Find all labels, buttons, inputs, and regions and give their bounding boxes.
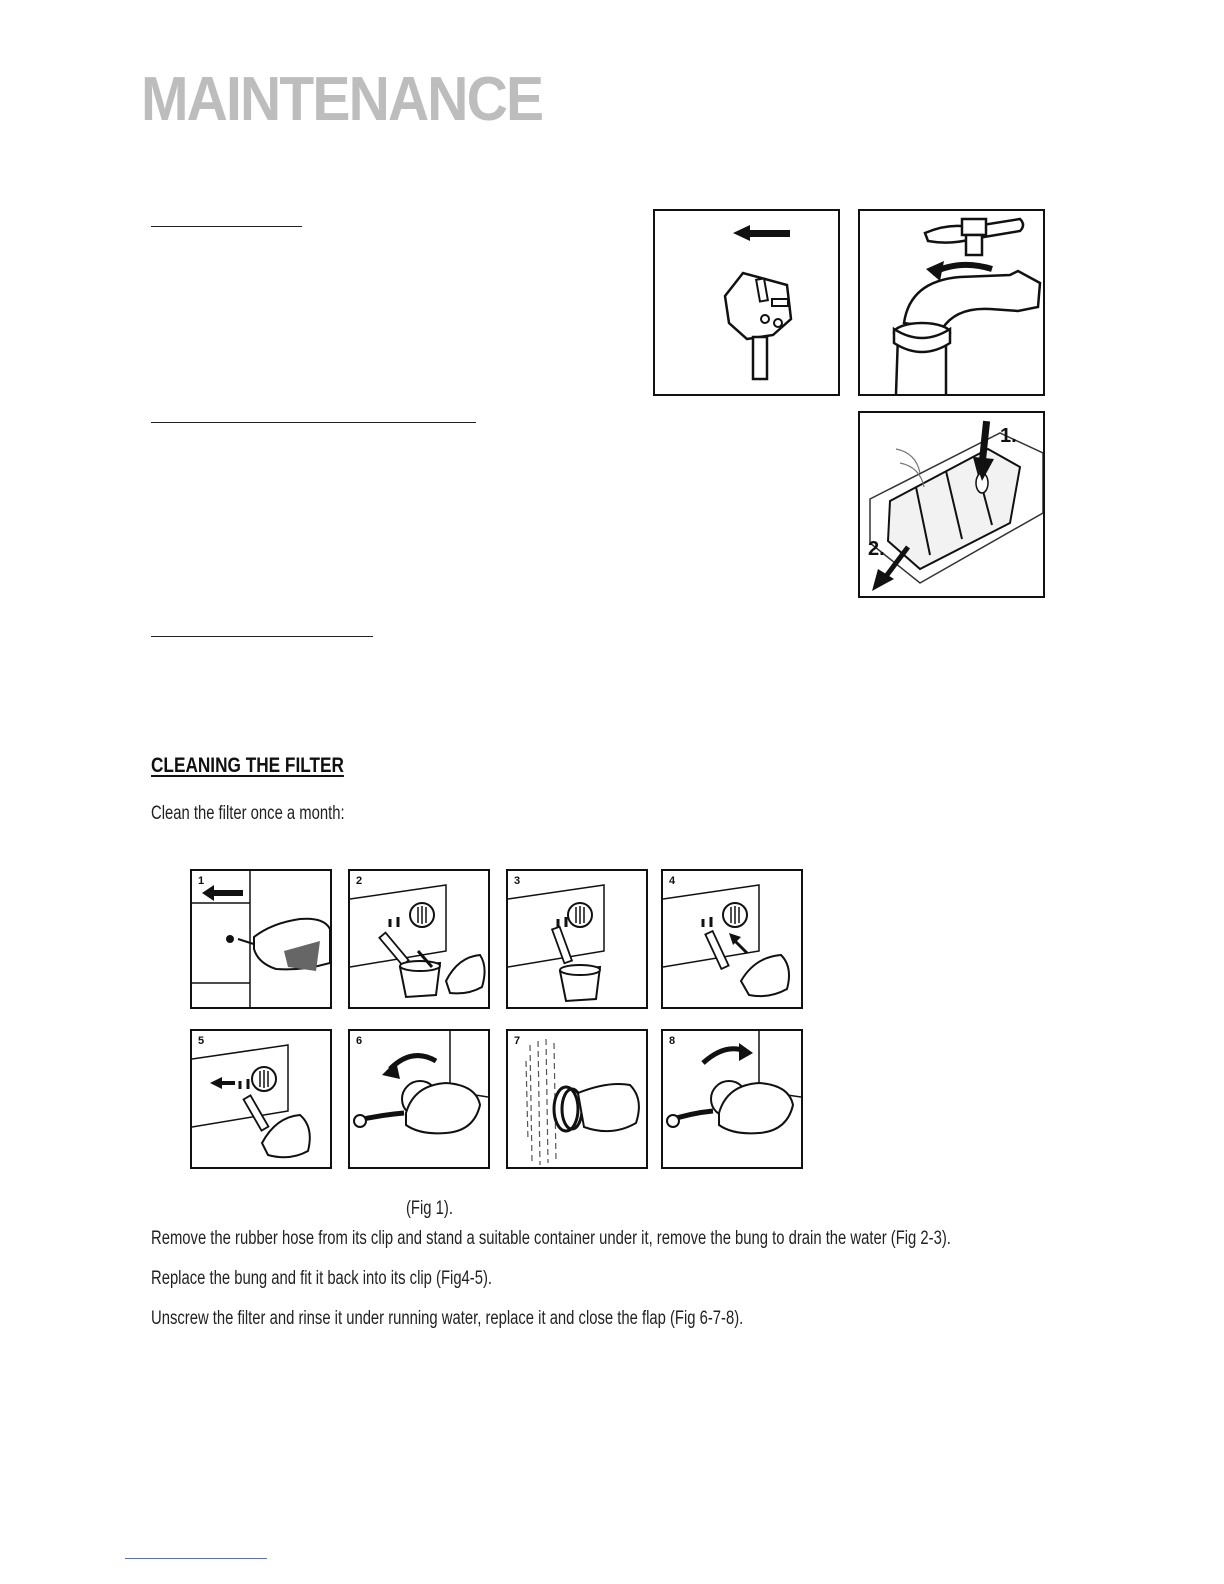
drawer-label-2: 2. bbox=[868, 538, 885, 560]
step-unscrew-filter: Unscrew the filter and rinse it under running water, replace it and close the flap (Fig 6-7-8). bbox=[151, 1308, 744, 1329]
cleaning-intro: Clean the filter once a month: bbox=[151, 803, 345, 824]
filter-figure-7 bbox=[506, 1029, 648, 1169]
page-title: MAINTENANCE bbox=[141, 65, 543, 134]
filter-figure-1 bbox=[190, 869, 332, 1009]
filter-figure-8 bbox=[661, 1029, 803, 1169]
tap-illustration bbox=[860, 211, 1043, 394]
drawer-illustration bbox=[860, 413, 1043, 596]
unplug-figure bbox=[653, 209, 840, 396]
figure-number: 7 bbox=[514, 1035, 521, 1047]
section-rule-3 bbox=[151, 636, 373, 637]
cleaning-filter-heading: CLEANING THE FILTER bbox=[151, 754, 344, 777]
section-rule-2 bbox=[151, 422, 476, 423]
step-replace-bung: Replace the bung and fit it back into its clip (Fig4-5). bbox=[151, 1268, 493, 1289]
figure-number: 2 bbox=[356, 875, 363, 887]
figure-number: 4 bbox=[669, 875, 676, 887]
filter-figure-2 bbox=[348, 869, 490, 1009]
filter-figure-4 bbox=[661, 869, 803, 1009]
filter-figure-5 bbox=[190, 1029, 332, 1169]
figure-number: 3 bbox=[514, 875, 521, 887]
figure-number: 6 bbox=[356, 1035, 363, 1047]
plug-illustration bbox=[655, 211, 838, 394]
figure-number: 8 bbox=[669, 1035, 676, 1047]
filter-figure-3 bbox=[506, 869, 648, 1009]
water-tap-figure bbox=[858, 209, 1045, 396]
detergent-drawer-figure bbox=[858, 411, 1045, 598]
footer-rule bbox=[125, 1558, 267, 1559]
figure-number: 5 bbox=[198, 1035, 205, 1047]
filter-figure-6 bbox=[348, 1029, 490, 1169]
step-drain: Remove the rubber hose from its clip and stand a suitable container under it, remove the bung to drain the water (Fig 2-3). bbox=[151, 1228, 951, 1249]
step-fig1: (Fig 1). bbox=[406, 1198, 453, 1219]
figure-number: 1 bbox=[198, 875, 205, 887]
drawer-label-1: 1. bbox=[1000, 425, 1017, 447]
section-rule-1 bbox=[151, 226, 302, 227]
